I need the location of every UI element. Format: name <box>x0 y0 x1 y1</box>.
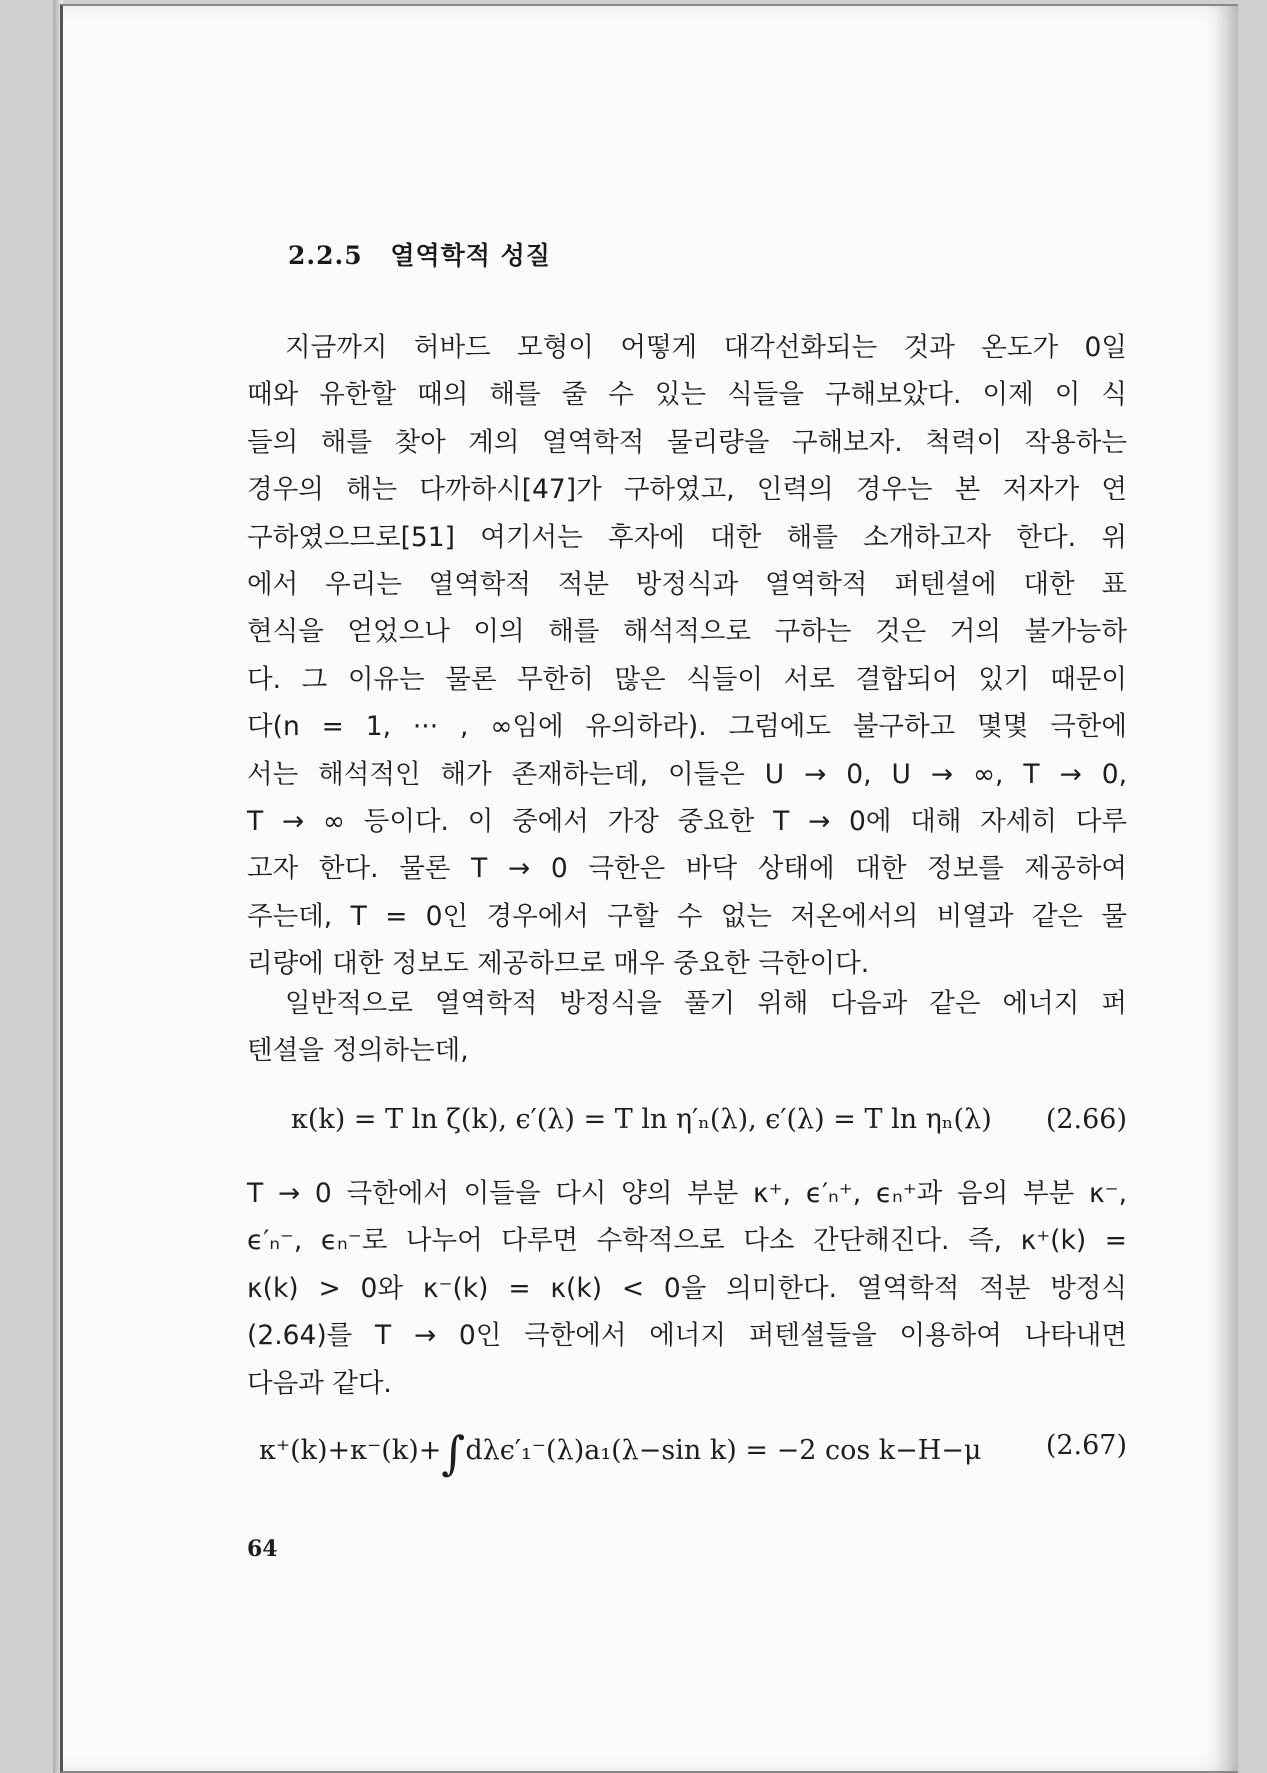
equation-2-66 <box>247 1104 1127 1152</box>
equation-number: (2.66) <box>1045 1104 1127 1135</box>
text-line: 일반적으로 열역학적 방정식을 풀기 위해 다음과 같은 에너지 퍼 <box>285 988 1127 1019</box>
page-number: 64 <box>247 1536 278 1562</box>
text-line: 현식을 얻었으나 이의 해를 해석적으로 구하는 것은 거의 불가능하 <box>247 616 1127 648</box>
text-line: 텐셜을 정의하는데, <box>247 1035 469 1067</box>
equation-2-67 <box>247 1426 1127 1480</box>
text-line: κ(k) > 0와 κ⁻(k) = κ(k) < 0을 의미한다. 열역학적 적분 방정식 <box>247 1272 1127 1304</box>
equation-number: (2.67) <box>1045 1430 1127 1461</box>
text-line: 리량에 대한 정보도 제공하므로 매우 중요한 극한이다. <box>247 948 870 980</box>
text-line: 고자 한다. 물론 T → 0 극한은 바닥 상태에 대한 정보를 제공하여 <box>247 853 1127 885</box>
section-heading <box>288 236 551 272</box>
text-line: 에서 우리는 열역학적 적분 방정식과 열역학적 퍼텐셜에 대한 표 <box>247 569 1127 601</box>
paragraph-potential <box>247 980 1127 1075</box>
text-line: 들의 해를 찾아 계의 열역학적 물리량을 구해보자. 척력이 작용하는 <box>247 426 1127 458</box>
text-line: T → 0 극한에서 이들을 다시 양의 부분 κ⁺, ϵ′ₙ⁺, ϵₙ⁺과 음의 부분 κ⁻, <box>247 1178 1127 1209</box>
paragraph-limit <box>247 1170 1127 1407</box>
section-number: 2.2.5 <box>288 241 363 270</box>
section-title: 열역학적 성질 <box>390 241 551 270</box>
integral-sign: ∫ <box>441 1426 466 1480</box>
text-line: 다(n = 1, ··· , ∞임에 유의하라). 그럼에도 불구하고 몇몇 극한에 <box>247 711 1127 743</box>
equation-integrand: dλϵ′₁⁻(λ)a₁(λ−sin k) = −2 cos k−H−μ <box>465 1435 982 1466</box>
text-line: 구하였으므로[51] 여기서는 후자에 대한 해를 소개하고자 한다. 위 <box>247 521 1127 553</box>
text-line: 때와 유한할 때의 해를 줄 수 있는 식들을 구해보았다. 이제 이 식 <box>247 379 1127 411</box>
text-line: ϵ′ₙ⁻, ϵₙ⁻로 나누어 다루면 수학적으로 다소 간단해진다. 즉, κ⁺(k) = <box>247 1225 1127 1257</box>
text-line: 주는데, T = 0인 경우에서 구할 수 없는 저온에서의 비열과 같은 물 <box>247 900 1127 932</box>
equation-body <box>259 1426 982 1480</box>
paragraph-intro <box>247 324 1127 988</box>
text-line: 지금까지 허바드 모형이 어떻게 대각선화되는 것과 온도가 0일 <box>285 332 1127 363</box>
text-line: T → ∞ 등이다. 이 중에서 가장 중요한 T → 0에 대해 자세히 다루 <box>247 806 1127 838</box>
equation-lhs: κ⁺(k)+κ⁻(k)+ <box>259 1435 442 1466</box>
text-line: 서는 해석적인 해가 존재하는데, 이들은 U → 0, U → ∞, T → 0, <box>247 758 1127 790</box>
equation-body: κ(k) = T ln ζ(k), ϵ′(λ) = T ln η′ₙ(λ), ϵ′(λ) = T ln ηₙ(λ) <box>291 1104 992 1135</box>
text-line: (2.64)를 T → 0인 극한에서 에너지 퍼텐셜들을 이용하여 나타내면 <box>247 1320 1127 1352</box>
text-line: 다. 그 이유는 물론 무한히 많은 식들이 서로 결합되어 있기 때문이 <box>247 663 1127 695</box>
text-line: 다음과 같다. <box>247 1367 392 1399</box>
text-line: 경우의 해는 다까하시[47]가 구하였고, 인력의 경우는 본 저자가 연 <box>247 474 1127 506</box>
